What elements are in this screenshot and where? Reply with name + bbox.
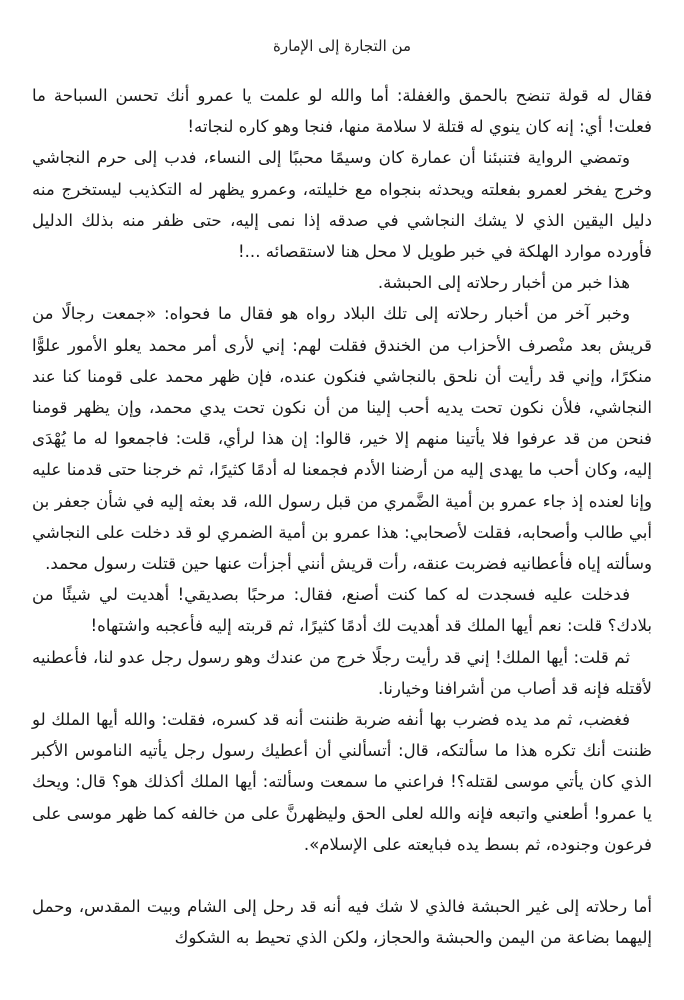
paragraph: هذا خبر من أخبار رحلاته إلى الحبشة. — [377, 273, 630, 293]
body-text — [32, 80, 652, 953]
running-header: من التجارة إلى الإمارة — [272, 37, 412, 55]
paragraph: وتمضي الرواية فتنبئنا أن عمارة كان وسيمًا محببًا إلى النساء، فدب إلى حرم النجاشي وخرج يفخر لعمرو بفعلته ويحدثه بنجواه مع خليلته، وعمرو يظهر له التكذيب ليستخرج منه دليل اليقين الذي لا يشك النجاشي في صدقه إذا نمى إليه، حتى ظفر منه بذلك الدليل فأورده موارد الهلكة في خبر طويل لا محل هنا لاستقصائه ...! — [32, 148, 652, 262]
paragraph: فقال له قولة تنضح بالحمق والغفلة: أما والله لو علمت يا عمرو أنك تحسن السباحة ما فعلت! أي: إنه كان ينوي له قتلة لا سلامة منها، فنجا وهو كاره لنجاته! — [32, 86, 652, 137]
paragraph: ثم قلت: أيها الملك! إني قد رأيت رجلًا خرج من عندك وهو رسول رجل عدو لنا، فأعطنيه لأقتله فإنه قد أصاب من أشرافنا وخيارنا. — [32, 647, 652, 698]
paragraph: فغضب، ثم مد يده فضرب بها أنفه ضربة ظننت أنه قد كسره، فقلت: والله أيها الملك لو ظننت أنك تكره هذا ما سألتكه، قال: أتسألني أن أعطيك رسول رجل يأتيه الناموس الأكبر الذي كان يأتي موسى لقتله؟! فراعني ما سمعت وسألته: أيها الملك أكذلك هو؟ قال: ويحك يا عمرو! أطعني واتبعه فإنه والله لعلى الحق وليظهرنَّ على من خالفه كما ظهر موسى على فرعون وجنوده، ثم بسط يده فبايعته على الإسلام». — [32, 710, 652, 854]
paragraph: وخبر آخر من أخبار رحلاته إلى تلك البلاد رواه هو فقال ما فحواه: «جمعت رجالًا من قريش بعد منْصرف الأحزاب من الخندق فقلت لهم: إني لأرى أمر محمد يعلو الأمور علوًّا منكرًا، وإني قد رأيت أن نلحق بالنجاشي فنكون عنده، فإن ظهر محمد على قومنا كنا عند النجاشي، فلأن نكون تحت يديه أحب إلينا من أن نكون تحت يدي محمد، وإن يظهر قومنا فنحن من قد عرفوا فلا يأتينا منهم إلا خير، قالوا: إن هذا لرأي، قلت: فاجمعوا له ما يُهْدَى إليه، وكان أحب ما يهدى إليه من أرضنا الأدم فجمعنا له أدمًا كثيرًا، ثم خرجنا حتى قدمنا عليه وإنا لعنده إذ جاء عمرو بن أمية الضَّمري من قبل رسول الله، قد بعثه إليه في شأن جعفر بن أبي طالب وأصحابه، فقلت لأصحابي: هذا عمرو بن أمية الضمري لو قد دخلت على النجاشي وسألته إياه فأعطانيه فضربت عنقه، رأت قريش أنني أجزأت عنها حين قتلت رسول محمد. — [32, 304, 652, 574]
paragraph: أما رحلاته إلى غير الحبشة فالذي لا شك فيه أنه قد رحل إلى الشام وبيت المقدس، وحمل إليهما بضاعة من اليمن والحبشة والحجاز، ولكن الذي تحيط به الشكوك — [32, 897, 652, 948]
paragraph: فدخلت عليه فسجدت له كما كنت أصنع، فقال: مرحبًا بصديقي! أهديت لي شيئًا من بلادك؟ قلت: نعم أيها الملك قد أهديت لك أدمًا كثيرًا، ثم قربته إليه فأعجبه واشتهاه! — [32, 585, 652, 636]
